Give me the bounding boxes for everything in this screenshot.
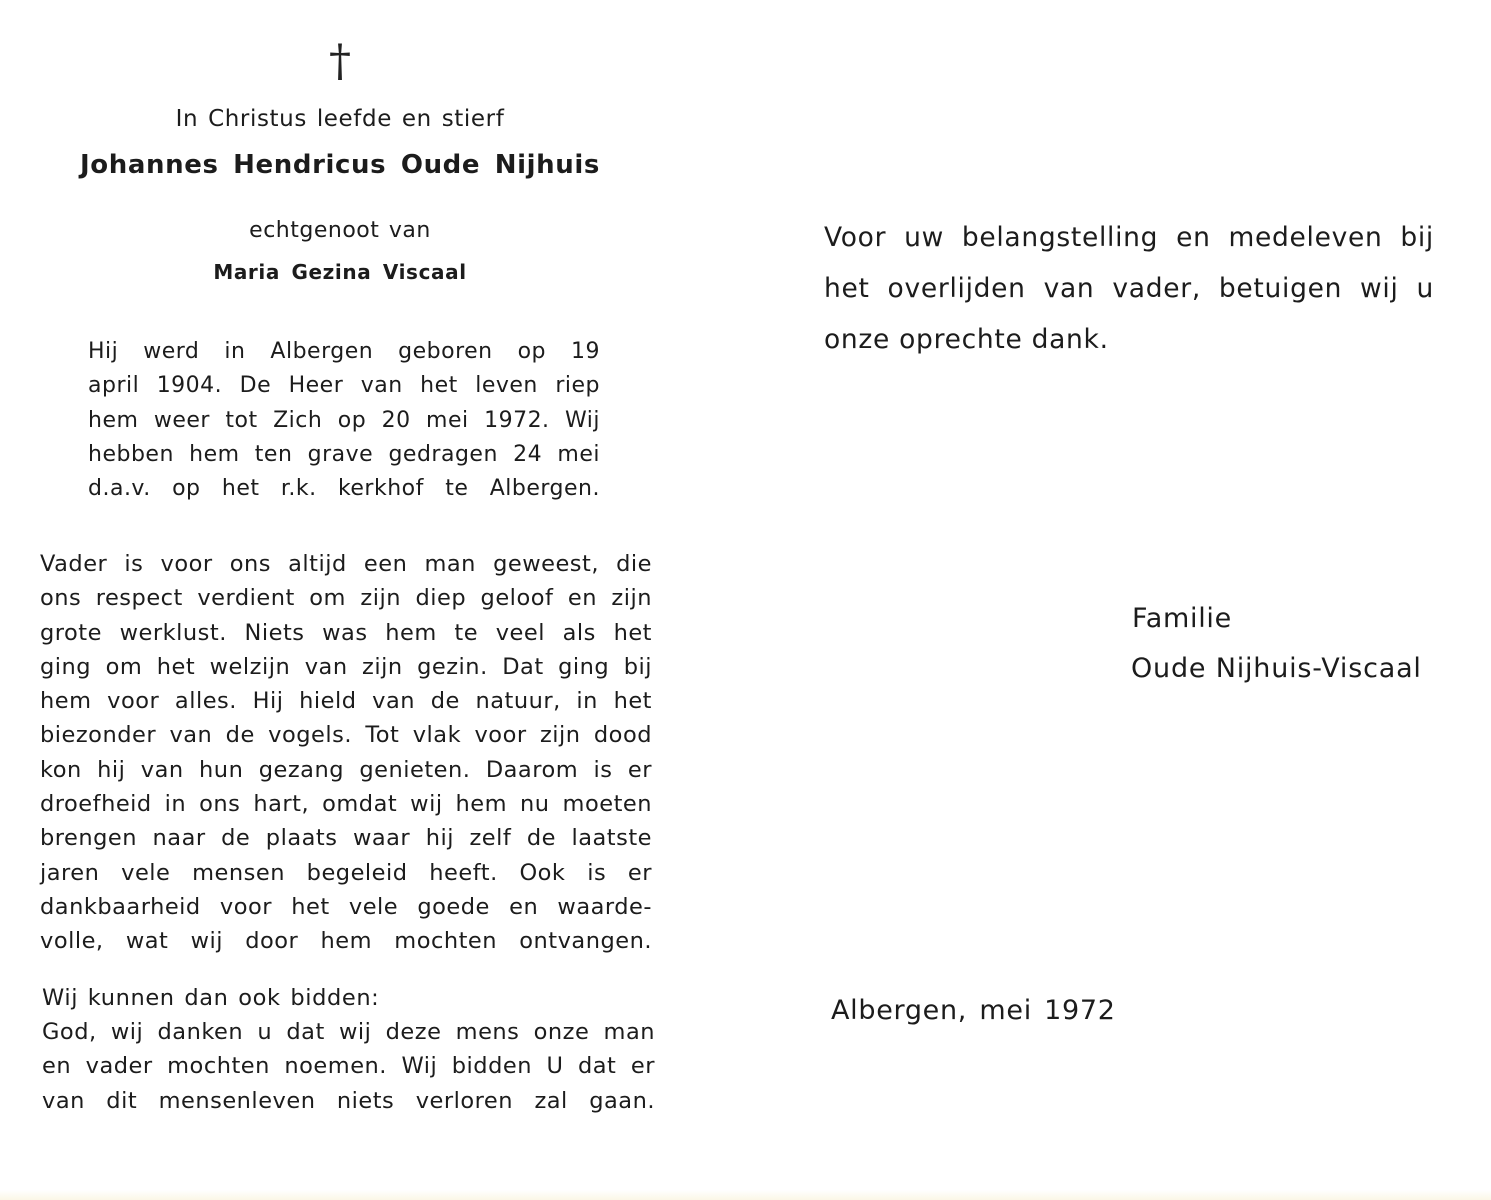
eulogy-line: brengen naar de plaats waar hij zelf de laatste [40,825,652,852]
thanks-paragraph [824,212,1434,365]
eulogy-line: volle, wat wij door hem mochten ontvangen. [40,928,652,955]
eulogy-line: grote werklust. Niets was hem te veel als het [40,619,652,646]
eulogy-line: ons respect verdient om zijn diep geloof en zijn [40,585,652,612]
biography-line: hebben hem ten grave gedragen 24 mei [88,441,600,467]
place-date: Albergen, mei 1972 [831,995,1116,1026]
eulogy-line: droefheid in ons hart, omdat wij hem nu moeten [40,791,652,818]
thanks-line: Voor uw belangstelling en medeleven bij [824,222,1434,253]
prayer-line: van dit mensenleven niets verloren zal gaan. [42,1087,655,1114]
eulogy-line: dankbaarheid voor het vele goede en waarde- [40,893,652,920]
intro-line: In Christus leefde en stierf [175,106,505,132]
eulogy-line: biezonder van de vogels. Tot vlak voor zijn dood [40,722,652,749]
deceased-name: Johannes Hendricus Oude Nijhuis [80,150,600,180]
prayer-paragraph [42,1015,655,1118]
eulogy-line: kon hij van hun gezang genieten. Daarom is er [40,756,652,783]
prayer-intro: Wij kunnen dan ook bidden: [42,985,380,1011]
spouse-intro: echtgenoot van [249,218,431,243]
prayer-line: God, wij danken u dat wij deze mens onze man [42,1019,655,1045]
eulogy-line: hem voor alles. Hij hield van de natuur, in het [40,688,652,715]
spouse-name: Maria Gezina Viscaal [213,260,467,284]
biography-line: hem weer tot Zich op 20 mei 1972. Wij [88,407,600,433]
biography-paragraph [88,335,600,506]
eulogy-line: jaren vele mensen begeleid heeft. Ook is er [40,859,652,886]
paper-edge [0,1190,1491,1200]
eulogy-line: ging om het welzijn van zijn gezin. Dat ging bij [40,653,652,680]
thanks-line: het overlijden van vader, betuigen wij u [824,273,1434,304]
eulogy-line: Vader is voor ons altijd een man geweest, die [40,551,652,577]
cross-icon: † [329,36,351,87]
biography-line: Hij werd in Albergen geboren op 19 [88,339,600,364]
prayer-line: en vader mochten noemen. Wij bidden U dat er [42,1053,655,1080]
eulogy-paragraph [40,547,652,959]
biography-line: d.a.v. op het r.k. kerkhof te Albergen. [88,476,600,502]
family-label: Familie [1132,603,1232,634]
biography-line: april 1904. De Heer van het leven riep [88,373,600,399]
thanks-line: onze oprechte dank. [824,324,1109,355]
family-name: Oude Nijhuis-Viscaal [1131,653,1422,684]
